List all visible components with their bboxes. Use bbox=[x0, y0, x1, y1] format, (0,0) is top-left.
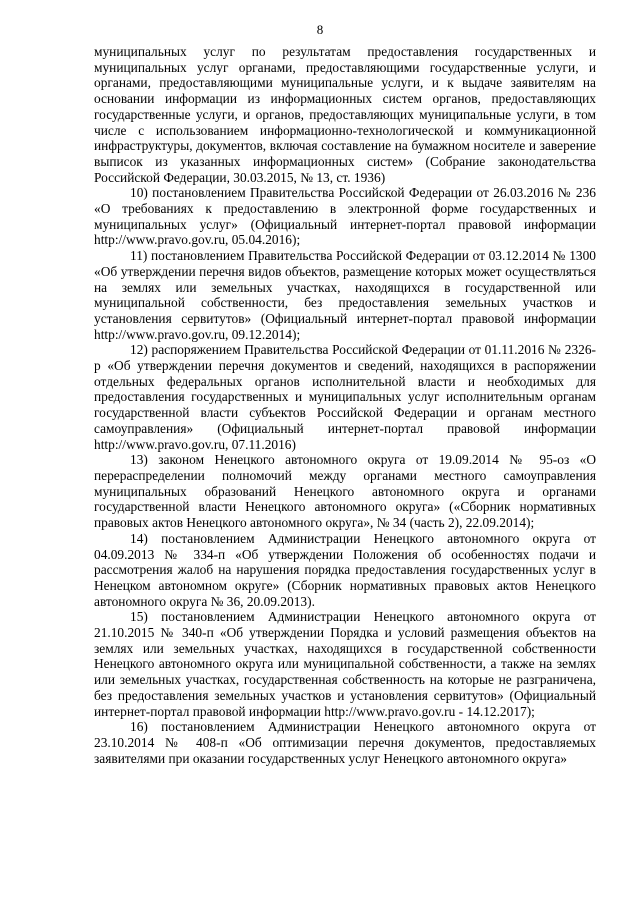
list-item-16: 16) постановлением Администрации Ненецкого автономного округа от 23.10.2014 № 408-п «Об оптимизации перечня документов, предоставляемых заявителями при оказании государственных услуг Ненецкого автономного округа» bbox=[94, 719, 596, 766]
list-item-12: 12) распоряжением Правительства Российской Федерации от 01.11.2016 № 2326-р «Об утверждении перечня документов и сведений, находящихся в распоряжении отдельных федеральных органов исполнительной власти и необходимых для предоставления государственных и муниципальных услуг исполнительным органам государственной власти субъектов Российской Федерации и органам местного самоуправления» (Официальный интернет-портал правовой информации http://www.pravo.gov.ru, 07.11.2016) bbox=[94, 342, 596, 452]
paragraph-continuation: муниципальных услуг по результатам предоставления государственных и муниципальных услуг органами, предоставляющими государственные услуги, и органами, предоставляющими муниципальные услуги, и к выдаче заявителям на основании информации из информационных систем органов, предоставляющих государственные услуги, и органов, предоставляющих муниципальные услуги, в том числе с использованием информационно-технологической и коммуникационной инфраструктуры, документов, включая составление на бумажном носителе и заверение выписок из указанных информационных систем» (Собрание законодательства Российской Федерации, 30.03.2015, № 13, ст. 1936) bbox=[94, 44, 596, 185]
document-body bbox=[94, 44, 596, 766]
list-item-10: 10) постановлением Правительства Российской Федерации от 26.03.2016 № 236 «О требованиях к предоставлению в электронной форме государственных и муниципальных услуг» (Официальный интернет-портал правовой информации http://www.pravo.gov.ru, 05.04.2016); bbox=[94, 185, 596, 248]
list-item-13: 13) законом Ненецкого автономного округа от 19.09.2014 № 95-оз «О перераспределении полномочий между органами местного самоуправления муниципальных образований Ненецкого автономного округа и органами государственной власти Ненецкого автономного округа» («Сборник нормативных правовых актов Ненецкого автономного округа», № 34 (часть 2), 22.09.2014); bbox=[94, 452, 596, 531]
list-item-11: 11) постановлением Правительства Российской Федерации от 03.12.2014 № 1300 «Об утверждении перечня видов объектов, размещение которых может осуществляться на землях или земельных участках, находящихся в государственной или муниципальной собственности, без предоставления земельных участков и установления сервитутов» (Официальный интернет-портал правовой информации http://www.pravo.gov.ru, 09.12.2014); bbox=[94, 248, 596, 342]
list-item-15: 15) постановлением Администрации Ненецкого автономного округа от 21.10.2015 № 340-п «Об утверждении Порядка и условий размещения объектов на землях или земельных участках, находящихся в государственной собственности Ненецкого автономного округа или муниципальной собственности, а также на землях или земельных участках, государственная собственность на которые не разграничена, без предоставления земельных участков и установления сервитутов» (Официальный интернет-портал правовой информации http://www.pravo.gov.ru - 14.12.2017); bbox=[94, 609, 596, 719]
page-number: 8 bbox=[316, 22, 324, 37]
list-item-14: 14) постановлением Администрации Ненецкого автономного округа от 04.09.2013 № 334-п «Об утверждении Положения об особенностях подачи и рассмотрения жалоб на нарушения порядка предоставления государственных услуг в Ненецком автономном округе» (Сборник нормативных правовых актов Ненецкого автономного округа № 36, 20.09.2013). bbox=[94, 530, 596, 609]
